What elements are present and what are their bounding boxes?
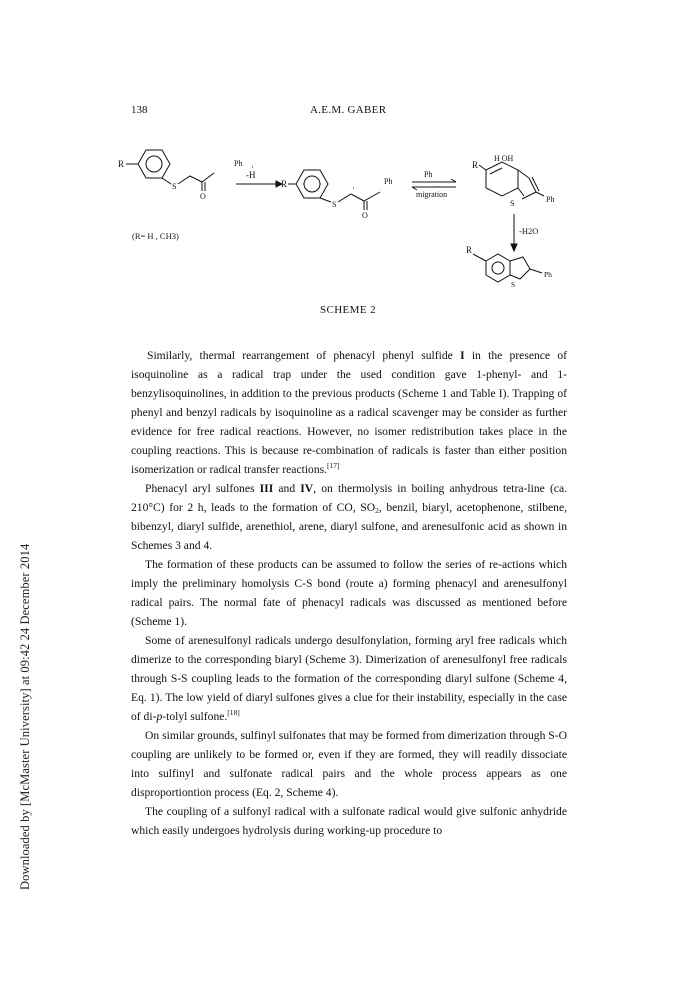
compound-label: I bbox=[460, 349, 465, 362]
paragraph: The formation of these products can be assumed to follow the series of re-actions which imply the preliminary homolysis C-S bond (route a) forming phenacyl and arenesulfonyl radical pairs. The normal fate of phenacyl radicals was discussed as mentioned before (Scheme 1). bbox=[131, 558, 567, 628]
scheme-2-figure bbox=[118, 140, 588, 300]
chain-2 bbox=[338, 192, 380, 202]
citation: [17] bbox=[327, 461, 340, 470]
page-number: 138 bbox=[131, 104, 148, 116]
aromatic-circle-1 bbox=[146, 156, 162, 172]
download-watermark: Downloaded by [McMaster University] at 09:42 24 December 2014 bbox=[18, 543, 32, 890]
bond bbox=[162, 178, 171, 184]
compound-label: IV bbox=[300, 482, 314, 495]
text-run: in the presence of isoquinoline as a radical trap under the used condition gave 1-phenyl- and 1-benzylisoquinolines, in addition to the previous products (Scheme 1 and Table I). Trapping of phenyl and benzyl radicals by isoquinoline as a radical scavenger may be consider as further evidence for free radical reactions. However, no isomer redistribution takes place in the coupling reactions. This is because re-combination of radicals is faster than either position isomerization or radical transfer reactions. bbox=[131, 349, 567, 476]
migration-label: migration bbox=[416, 190, 448, 199]
aromatic-circle-4 bbox=[492, 262, 504, 274]
minus-h2o-label: -H2O bbox=[519, 226, 539, 236]
benzene-ring-1 bbox=[138, 150, 170, 178]
o-label-2: O bbox=[362, 211, 368, 220]
text-run: Similarly, thermal rearrangement of phenacyl phenyl sulfide bbox=[147, 349, 461, 362]
radical-dot-2: · bbox=[352, 183, 355, 193]
benzo-ring bbox=[486, 254, 510, 282]
bond bbox=[530, 269, 542, 273]
h-oh-label: H OH bbox=[494, 154, 514, 163]
bond bbox=[529, 178, 536, 192]
minus-h-label: -H bbox=[246, 170, 256, 180]
paragraph: The coupling of a sulfonyl radical with a sulfonate radical would give sulfonic anhydride which easily undergoes hydrolysis during working-up procedure to bbox=[131, 805, 567, 837]
text-run: Some of arenesulfonyl radicals undergo desulfonylation, forming aryl free radicals which dimerize to the corresponding biaryl (Scheme 3). Dimerization of arenesulfonyl free radicals through S-S coupling leads to the formation of the corresponding diaryl sulfone (Scheme 4, Eq. 1). The low yield of diaryl sulfones gives a clue for their instability, especially in the case of di- bbox=[131, 634, 567, 723]
ph-label-1: Ph bbox=[234, 159, 243, 168]
subscript: 2 bbox=[375, 506, 379, 515]
double-bond bbox=[532, 177, 539, 191]
running-head: A.E.M. GABER bbox=[310, 104, 387, 116]
bond bbox=[518, 170, 529, 178]
paragraph bbox=[131, 346, 567, 479]
text-run: , benzil, biaryl, acetophenone, stilbene, bibenzyl, diaryl sulfide, arenethiol, arene, diaryl sulfone, and arenesulfonic acid as shown in Schemes 3 and 4. bbox=[131, 501, 567, 552]
bond bbox=[536, 192, 544, 196]
s-label-2: S bbox=[332, 200, 337, 209]
bond bbox=[518, 188, 524, 196]
bond bbox=[473, 254, 486, 261]
text-run: and bbox=[273, 482, 301, 495]
r-definition: (R= H , CH3) bbox=[132, 231, 179, 241]
s-label-4: S bbox=[511, 280, 516, 289]
aromatic-circle-2 bbox=[304, 176, 320, 192]
r-label-1: R bbox=[118, 159, 125, 169]
text-run: -tolyl sulfone. bbox=[162, 710, 228, 723]
scheme-title: SCHEME 2 bbox=[319, 304, 377, 316]
s-label-1: S bbox=[172, 182, 177, 191]
body-text bbox=[131, 346, 567, 840]
r-label-4: R bbox=[466, 245, 473, 255]
o-label-1: O bbox=[200, 192, 206, 201]
reaction-scheme-svg bbox=[118, 140, 588, 300]
paragraph bbox=[131, 479, 567, 555]
compound-label: III bbox=[259, 482, 274, 495]
italic-run: p bbox=[156, 710, 163, 723]
bond bbox=[320, 198, 331, 202]
citation: [18] bbox=[227, 708, 240, 717]
text-run: , on thermolysis in boiling anhydrous tetra-line (ca. 210°C) for 2 h, leads to the formation of CO, SO bbox=[131, 482, 567, 514]
r-label-3: R bbox=[472, 160, 479, 170]
ph-label-2: Ph bbox=[384, 177, 393, 186]
cyclohexadiene-ring bbox=[486, 162, 518, 196]
arrow-top-ph-label: Ph bbox=[424, 170, 433, 179]
thiophene-ring bbox=[510, 257, 530, 279]
ph-label-3: Ph bbox=[546, 195, 555, 204]
chain-1 bbox=[178, 173, 214, 184]
arrow-head-down bbox=[511, 244, 517, 251]
radical-dot-1: · bbox=[251, 162, 254, 172]
benzene-ring-2 bbox=[296, 170, 328, 198]
paragraph bbox=[131, 631, 567, 726]
r-label-2: R bbox=[281, 179, 288, 189]
paragraph: On similar grounds, sulfinyl sulfonates that may be formed from dimerization through S-O coupling are unlikely to be formed or, even if they are formed, they will readily dissociate into sulfinyl and sulfonate radical pairs and the whole process appears as one disproportiontion process (Eq. 2, Scheme 4). bbox=[131, 729, 567, 799]
ring-double-bond bbox=[490, 168, 502, 174]
bond bbox=[479, 165, 486, 170]
s-label-3: S bbox=[510, 199, 515, 208]
text-run: Phenacyl aryl sulfones bbox=[145, 482, 260, 495]
ph-label-4: Ph bbox=[544, 270, 552, 279]
